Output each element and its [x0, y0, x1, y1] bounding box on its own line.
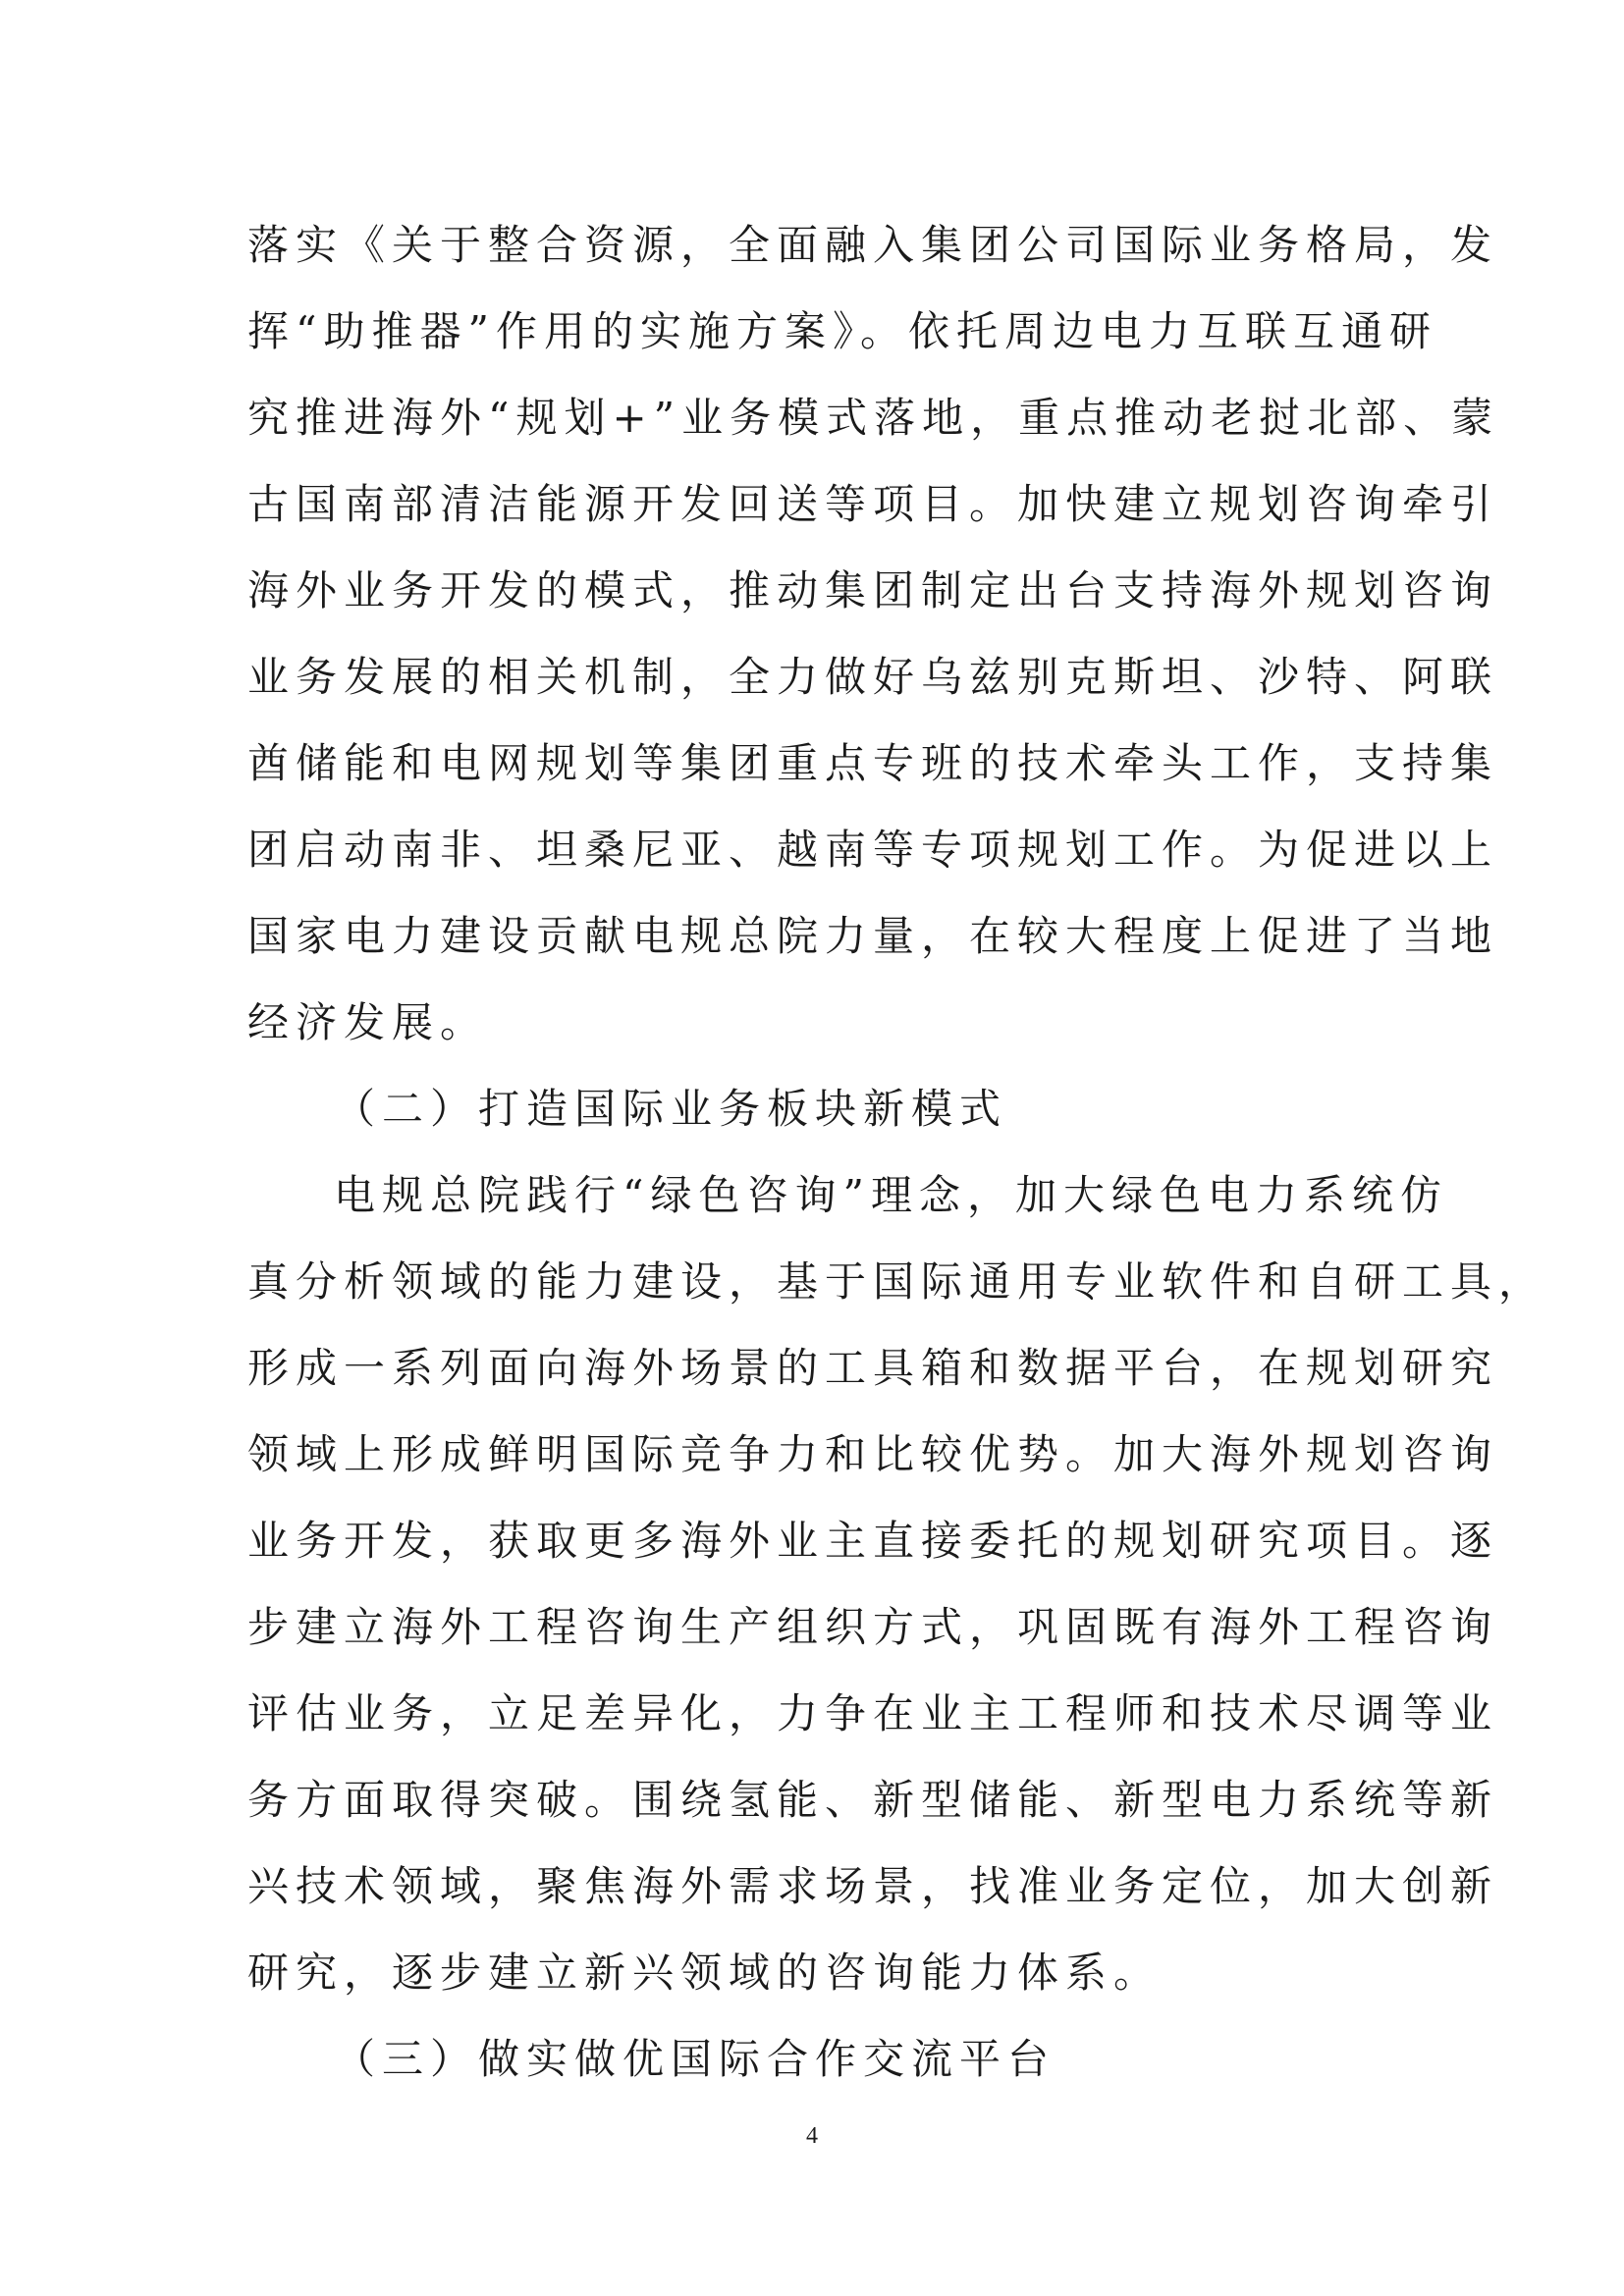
- paragraph-line: 务方面取得突破。围绕氢能、新型储能、新型电力系统等新: [247, 1776, 1499, 1824]
- paragraph-line: 电规总院践行“绿色咨询”理念，加大绿色电力系统仿: [334, 1171, 1448, 1219]
- page-number: 4: [806, 2123, 818, 2149]
- paragraph-line: 形成一系列面向海外场景的工具箱和数据平台，在规划研究: [247, 1344, 1499, 1392]
- paragraph-line: 研究，逐步建立新兴领域的咨询能力体系。: [247, 1949, 1163, 1997]
- paragraph-line: 国家电力建设贡献电规总院力量，在较大程度上促进了当地: [247, 912, 1499, 960]
- paragraph-line: 步建立海外工程咨询生产组织方式，巩固既有海外工程咨询: [247, 1603, 1499, 1651]
- section-heading-3: （三）做实做优国际合作交流平台: [334, 2035, 1056, 2083]
- section-heading-2: （二）打造国际业务板块新模式: [334, 1085, 1008, 1133]
- paragraph-line: 古国南部清洁能源开发回送等项目。加快建立规划咨询牵引: [247, 480, 1499, 528]
- paragraph-line: 业务开发，获取更多海外业主直接委托的规划研究项目。逐: [247, 1517, 1499, 1565]
- paragraph-line: 酋储能和电网规划等集团重点专班的技术牵头工作，支持集: [247, 739, 1499, 787]
- paragraph-line: 经济发展。: [247, 998, 489, 1046]
- paragraph-line: 真分析领域的能力建设，基于国际通用专业软件和自研工具，: [247, 1257, 1547, 1306]
- paragraph-line: 评估业务，立足差异化，力争在业主工程师和技术尽调等业: [247, 1689, 1499, 1737]
- paragraph-line: 落实《关于整合资源，全面融入集团公司国际业务格局，发: [247, 221, 1499, 269]
- paragraph-line: 业务发展的相关机制，全力做好乌兹别克斯坦、沙特、阿联: [247, 653, 1499, 701]
- paragraph-line: 领域上形成鲜明国际竞争力和比较优势。加大海外规划咨询: [247, 1430, 1499, 1478]
- paragraph-line: 团启动南非、坦桑尼亚、越南等专项规划工作。为促进以上: [247, 826, 1499, 874]
- paragraph-line: 兴技术领域，聚焦海外需求场景，找准业务定位，加大创新: [247, 1862, 1499, 1910]
- paragraph-line: 究推进海外“规划+”业务模式落地，重点推动老挝北部、蒙: [247, 394, 1500, 442]
- paragraph-line: 海外业务开发的模式，推动集团制定出台支持海外规划咨询: [247, 566, 1499, 614]
- paragraph-line: 挥“助推器”作用的实施方案》。依托周边电力互联互通研: [247, 307, 1437, 355]
